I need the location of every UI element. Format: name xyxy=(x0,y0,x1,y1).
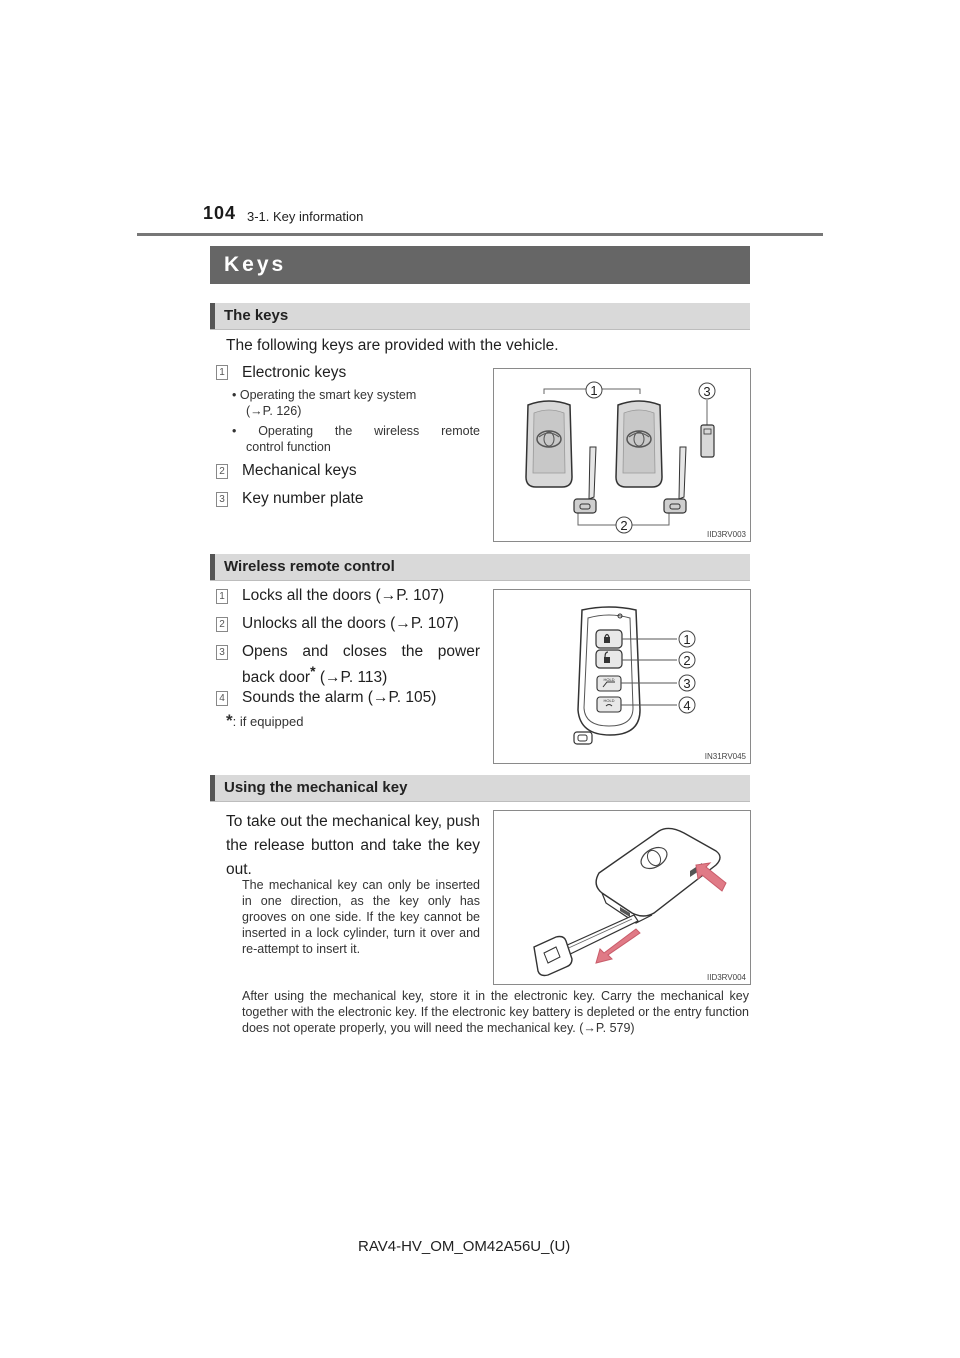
chapter-title-bar xyxy=(210,246,750,284)
figure-code: IID3RV004 xyxy=(707,973,746,982)
keys-bullet: • Operating the smart key system xyxy=(232,388,417,402)
subheading-the-keys xyxy=(210,303,750,330)
item-number-badge: 4 xyxy=(216,691,228,706)
wireless-item-power-door-line2: back door* (→P. 113) xyxy=(242,663,388,687)
keys-item-number-plate: Key number plate xyxy=(242,490,364,507)
remote-figure xyxy=(493,589,751,764)
item-number-badge: 1 xyxy=(216,589,228,604)
callout-label: 3 xyxy=(683,676,691,691)
keys-item-electronic: Electronic keys xyxy=(242,364,347,381)
key-number-plate-icon xyxy=(701,425,714,457)
keys-bullet: control function xyxy=(246,440,331,454)
callout-label: 3 xyxy=(703,384,711,399)
item-number-badge: 3 xyxy=(216,645,228,660)
keys-figure xyxy=(493,368,751,542)
mechanical-key-icon xyxy=(574,447,596,513)
figure-code: IID3RV003 xyxy=(707,530,746,539)
callout-label: 2 xyxy=(620,518,628,533)
figure-code: IN31RV045 xyxy=(704,752,746,761)
electronic-key-fob-icon xyxy=(616,401,662,487)
mechanical-key-illustration xyxy=(494,811,750,984)
mechanical-key-icon xyxy=(664,447,686,513)
chapter-title: Keys xyxy=(224,253,287,276)
item-number-badge: 2 xyxy=(216,464,228,479)
wireless-item-power-door: Opens and closes the power xyxy=(242,643,480,660)
hold-label: HOLD xyxy=(603,698,615,703)
mechanical-instruction: To take out the mechanical key, push the release button and take the key out. xyxy=(226,813,480,878)
subheading-the-keys-label: The keys xyxy=(224,307,289,324)
mechanical-note-storage: After using the mechanical key, store it in the electronic key. Carry the mechanical key together with the electronic key. If the electronic key battery is depleted or the entry function does not operate properly, you will need the mechanical key. (→P. 579) xyxy=(242,989,749,1035)
section-breadcrumb: 3-1. Key information xyxy=(247,209,364,224)
document-code-footer: RAV4-HV_OM_OM42A56U_(U) xyxy=(358,1238,571,1255)
keys-intro: The following keys are provided with the vehicle. xyxy=(226,337,559,354)
subheading-wireless-remote xyxy=(210,554,750,581)
keys-illustration xyxy=(494,369,750,541)
wireless-item-alarm: Sounds the alarm (→P. 105) xyxy=(242,689,437,706)
callout-label: 1 xyxy=(683,632,691,647)
callout-label: 4 xyxy=(683,698,691,713)
item-number-badge: 3 xyxy=(216,492,228,507)
mechanical-note-orientation: The mechanical key can only be inserted in one direction, as the key only has grooves on one side. If the key cannot be inserted in a lock cylinder, turn it over and re-attempt to insert it. xyxy=(242,878,480,956)
header-rule xyxy=(137,233,823,236)
footnote: *: if equipped xyxy=(226,711,304,730)
mechanical-key-figure xyxy=(493,810,751,985)
lock-button-icon xyxy=(596,630,622,648)
subheading-mechanical-key xyxy=(210,775,750,802)
electronic-key-fob-icon xyxy=(526,401,572,487)
keys-bullet: (→P. 126) xyxy=(246,404,302,418)
hold-label: HOLD xyxy=(603,677,615,682)
wireless-item-lock: Locks all the doors (→P. 107) xyxy=(242,587,445,604)
keys-item-mechanical: Mechanical keys xyxy=(242,462,357,479)
remote-illustration xyxy=(494,590,750,763)
unlock-button-icon xyxy=(596,650,622,668)
callout-label: 1 xyxy=(590,383,598,398)
subheading-wireless-remote-label: Wireless remote control xyxy=(224,558,395,575)
page-number: 104 xyxy=(203,203,237,223)
wireless-item-unlock: Unlocks all the doors (→P. 107) xyxy=(242,615,459,632)
callout-label: 2 xyxy=(683,653,691,668)
keys-bullet: • Operating the wireless remote xyxy=(232,424,480,438)
subheading-mechanical-key-label: Using the mechanical key xyxy=(224,779,408,796)
item-number-badge: 2 xyxy=(216,617,228,632)
item-number-badge: 1 xyxy=(216,365,228,380)
